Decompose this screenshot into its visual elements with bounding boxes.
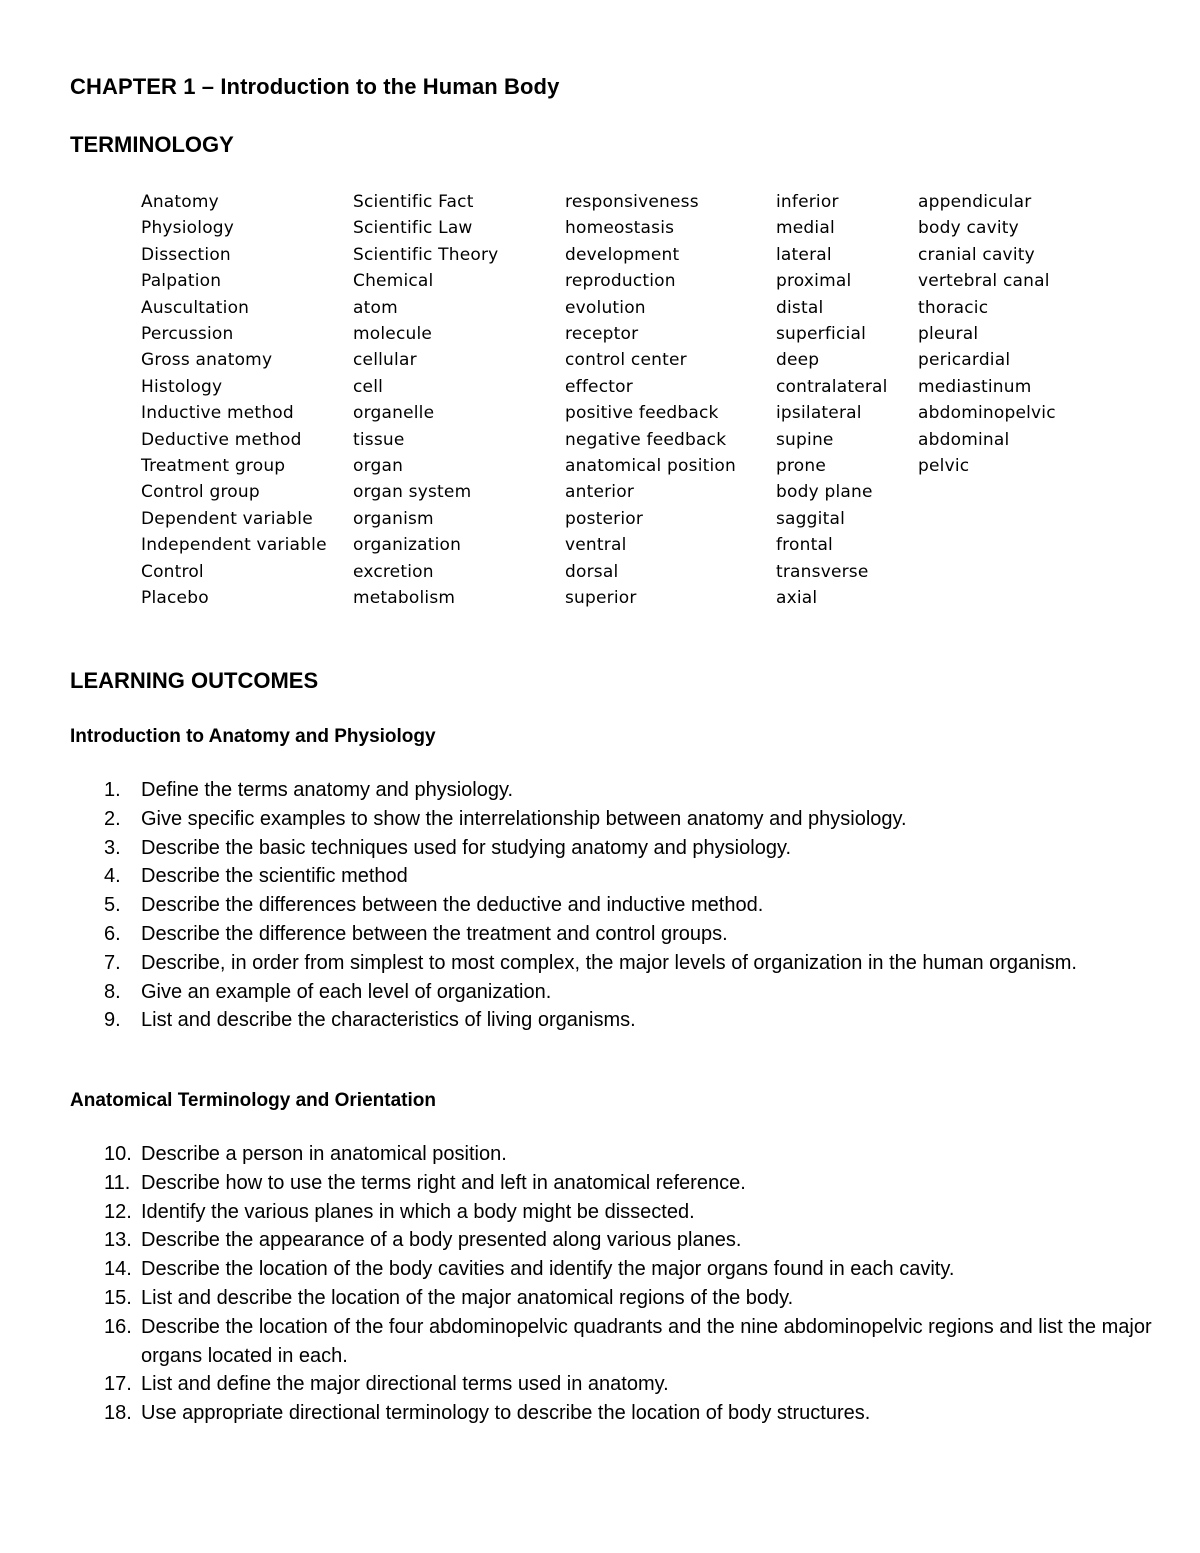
outcome-item <box>104 949 1174 978</box>
terminology-heading: TERMINOLOGY <box>70 132 234 157</box>
term-item: proximal <box>776 271 852 292</box>
terminology-column <box>353 189 498 612</box>
outcome-number: 10. <box>104 1143 132 1165</box>
term-item: organism <box>353 508 434 529</box>
term-item: metabolism <box>353 588 456 609</box>
outcome-text: List and describe the characteristics of living organisms. <box>141 1009 636 1032</box>
term-item: vertebral canal <box>918 271 1050 292</box>
term-item: pelvic <box>918 456 970 477</box>
term-item: Deductive method <box>141 429 302 450</box>
outcome-number: 4. <box>104 865 121 888</box>
term-item: cranial cavity <box>918 244 1035 265</box>
term-item: ventral <box>565 535 627 556</box>
outcome-text: Give specific examples to show the interrelationship between anatomy and physiology. <box>141 807 907 830</box>
term-item: axial <box>776 588 818 609</box>
term-item: tissue <box>353 429 405 450</box>
outcome-number: 6. <box>104 922 121 945</box>
outcome-item <box>104 776 1174 805</box>
term-item: atom <box>353 297 398 318</box>
term-item: abdominal <box>918 429 1010 450</box>
term-item: Dependent variable <box>141 508 313 529</box>
outcome-number: 16. <box>104 1315 132 1338</box>
term-item: receptor <box>565 324 639 345</box>
outcome-text: Give an example of each level of organization. <box>141 980 552 1003</box>
term-item: supine <box>776 429 834 450</box>
outcome-number: 9. <box>104 1009 121 1032</box>
outcome-number: 15. <box>104 1286 132 1309</box>
term-item: body plane <box>776 482 873 503</box>
term-item: Placebo <box>141 588 209 609</box>
term-item: Chemical <box>353 271 434 292</box>
outcome-number: 12. <box>104 1200 132 1223</box>
term-item: anterior <box>565 482 635 503</box>
terminology-column <box>565 189 736 612</box>
term-item: organization <box>353 535 462 556</box>
term-item: posterior <box>565 508 644 529</box>
outcome-text: Describe the location of the four abdominopelvic quadrants and the nine abdominopelvic regions and list the major organs located in each. <box>141 1315 1152 1367</box>
term-item: responsiveness <box>565 192 699 212</box>
term-item: Inductive method <box>141 403 294 424</box>
outcome-text: Describe the basic techniques used for studying anatomy and physiology. <box>141 836 792 859</box>
term-item: Scientific Theory <box>353 244 499 265</box>
term-item: mediastinum <box>918 376 1032 397</box>
term-item: Auscultation <box>141 297 250 318</box>
term-item: Dissection <box>141 244 231 265</box>
outcome-item <box>104 1140 1174 1169</box>
term-item: thoracic <box>918 297 989 318</box>
outcome-item <box>104 1399 1174 1428</box>
term-item: excretion <box>353 561 434 582</box>
outcome-item <box>104 891 1174 920</box>
term-item: reproduction <box>565 271 676 292</box>
term-item: Physiology <box>141 218 235 239</box>
term-item: abdominopelvic <box>918 403 1056 424</box>
term-item: Percussion <box>141 324 234 345</box>
terminology-column <box>918 189 1056 479</box>
term-item: Control group <box>141 482 260 503</box>
outcome-item <box>104 1006 1174 1035</box>
outcome-text: Describe the difference between the treatment and control groups. <box>141 922 728 945</box>
terminology-column <box>776 189 888 612</box>
outcome-number: 5. <box>104 894 121 917</box>
outcomes-section-title: Introduction to Anatomy and Physiology <box>70 726 436 747</box>
term-item: pericardial <box>918 350 1011 371</box>
outcome-number: 13. <box>104 1229 132 1252</box>
term-item: prone <box>776 456 827 477</box>
term-item: molecule <box>353 324 433 345</box>
term-item: anatomical position <box>565 456 736 477</box>
term-item: Gross anatomy <box>141 350 273 371</box>
term-item: lateral <box>776 244 832 265</box>
term-item: evolution <box>565 297 646 318</box>
outcomes-list <box>104 1140 1174 1428</box>
term-item: Anatomy <box>141 192 219 212</box>
outcome-text: Describe the location of the body cavities and identify the major organs found in each cavity. <box>141 1258 955 1281</box>
outcome-item <box>104 834 1174 863</box>
outcome-item <box>104 805 1174 834</box>
outcome-text: Describe, in order from simplest to most complex, the major levels of organization in the human organism. <box>141 951 1077 974</box>
term-item: effector <box>565 376 633 397</box>
outcome-number: 17. <box>104 1373 132 1396</box>
outcome-text: List and describe the location of the major anatomical regions of the body. <box>141 1286 794 1309</box>
outcome-item <box>104 1169 1174 1198</box>
term-item: development <box>565 244 680 265</box>
term-item: Control <box>141 561 204 582</box>
term-item: organ <box>353 456 404 477</box>
chapter-title: CHAPTER 1 – Introduction to the Human Body <box>70 74 560 99</box>
term-item: homeostasis <box>565 218 675 239</box>
term-item: superficial <box>776 324 866 345</box>
outcome-number: 2. <box>104 807 121 830</box>
outcome-text: Use appropriate directional terminology to describe the location of body structures. <box>141 1402 871 1425</box>
outcome-item <box>104 978 1174 1007</box>
outcomes-list <box>104 776 1174 1035</box>
outcome-text: Define the terms anatomy and physiology. <box>141 779 514 801</box>
term-item: deep <box>776 350 820 371</box>
term-item: Histology <box>141 376 223 397</box>
outcome-number: 14. <box>104 1258 132 1281</box>
outcome-text: Describe the scientific method <box>141 865 408 888</box>
term-item: organelle <box>353 403 435 424</box>
term-item: saggital <box>776 508 845 529</box>
term-item: pleural <box>918 324 979 345</box>
term-item: Scientific Law <box>353 218 473 239</box>
outcome-item <box>104 862 1174 891</box>
term-item: medial <box>776 218 835 239</box>
outcome-item <box>104 1370 1174 1399</box>
outcome-item <box>104 1284 1174 1313</box>
outcome-number: 18. <box>104 1402 132 1425</box>
outcome-number: 8. <box>104 980 121 1003</box>
term-item: Palpation <box>141 271 222 292</box>
outcome-text: Identify the various planes in which a body might be dissected. <box>141 1200 695 1223</box>
outcome-text: Describe a person in anatomical position. <box>141 1143 507 1165</box>
outcome-text: Describe how to use the terms right and left in anatomical reference. <box>141 1171 746 1194</box>
outcome-item <box>104 1313 1174 1371</box>
outcome-item <box>104 920 1174 949</box>
outcome-number: 7. <box>104 951 121 974</box>
terminology-column <box>141 189 327 612</box>
term-item: inferior <box>776 192 839 212</box>
term-item: Scientific Fact <box>353 192 474 212</box>
learning-outcomes-heading: LEARNING OUTCOMES <box>70 668 319 693</box>
term-item: cell <box>353 376 384 397</box>
outcomes-section-title: Anatomical Terminology and Orientation <box>70 1090 436 1111</box>
term-item: negative feedback <box>565 429 727 450</box>
outcome-number: 3. <box>104 836 121 859</box>
term-item: frontal <box>776 535 833 556</box>
outcome-item <box>104 1255 1174 1284</box>
term-item: control center <box>565 350 687 371</box>
term-item: superior <box>565 588 637 609</box>
term-item: cellular <box>353 350 417 371</box>
term-item: distal <box>776 297 824 318</box>
outcome-item <box>104 1198 1174 1227</box>
term-item: contralateral <box>776 376 888 397</box>
term-item: transverse <box>776 561 869 582</box>
term-item: ipsilateral <box>776 403 862 424</box>
outcome-text: Describe the differences between the deductive and inductive method. <box>141 894 764 917</box>
outcome-text: Describe the appearance of a body presented along various planes. <box>141 1229 742 1252</box>
outcome-number: 11. <box>104 1171 131 1194</box>
term-item: positive feedback <box>565 403 719 424</box>
outcome-text: List and define the major directional terms used in anatomy. <box>141 1373 669 1396</box>
term-item: dorsal <box>565 561 619 582</box>
term-item: organ system <box>353 482 472 503</box>
term-item: Independent variable <box>141 535 327 556</box>
outcome-number: 1. <box>104 779 121 801</box>
outcome-item <box>104 1226 1174 1255</box>
term-item: Treatment group <box>141 456 286 477</box>
term-item: body cavity <box>918 218 1019 239</box>
term-item: appendicular <box>918 192 1032 212</box>
